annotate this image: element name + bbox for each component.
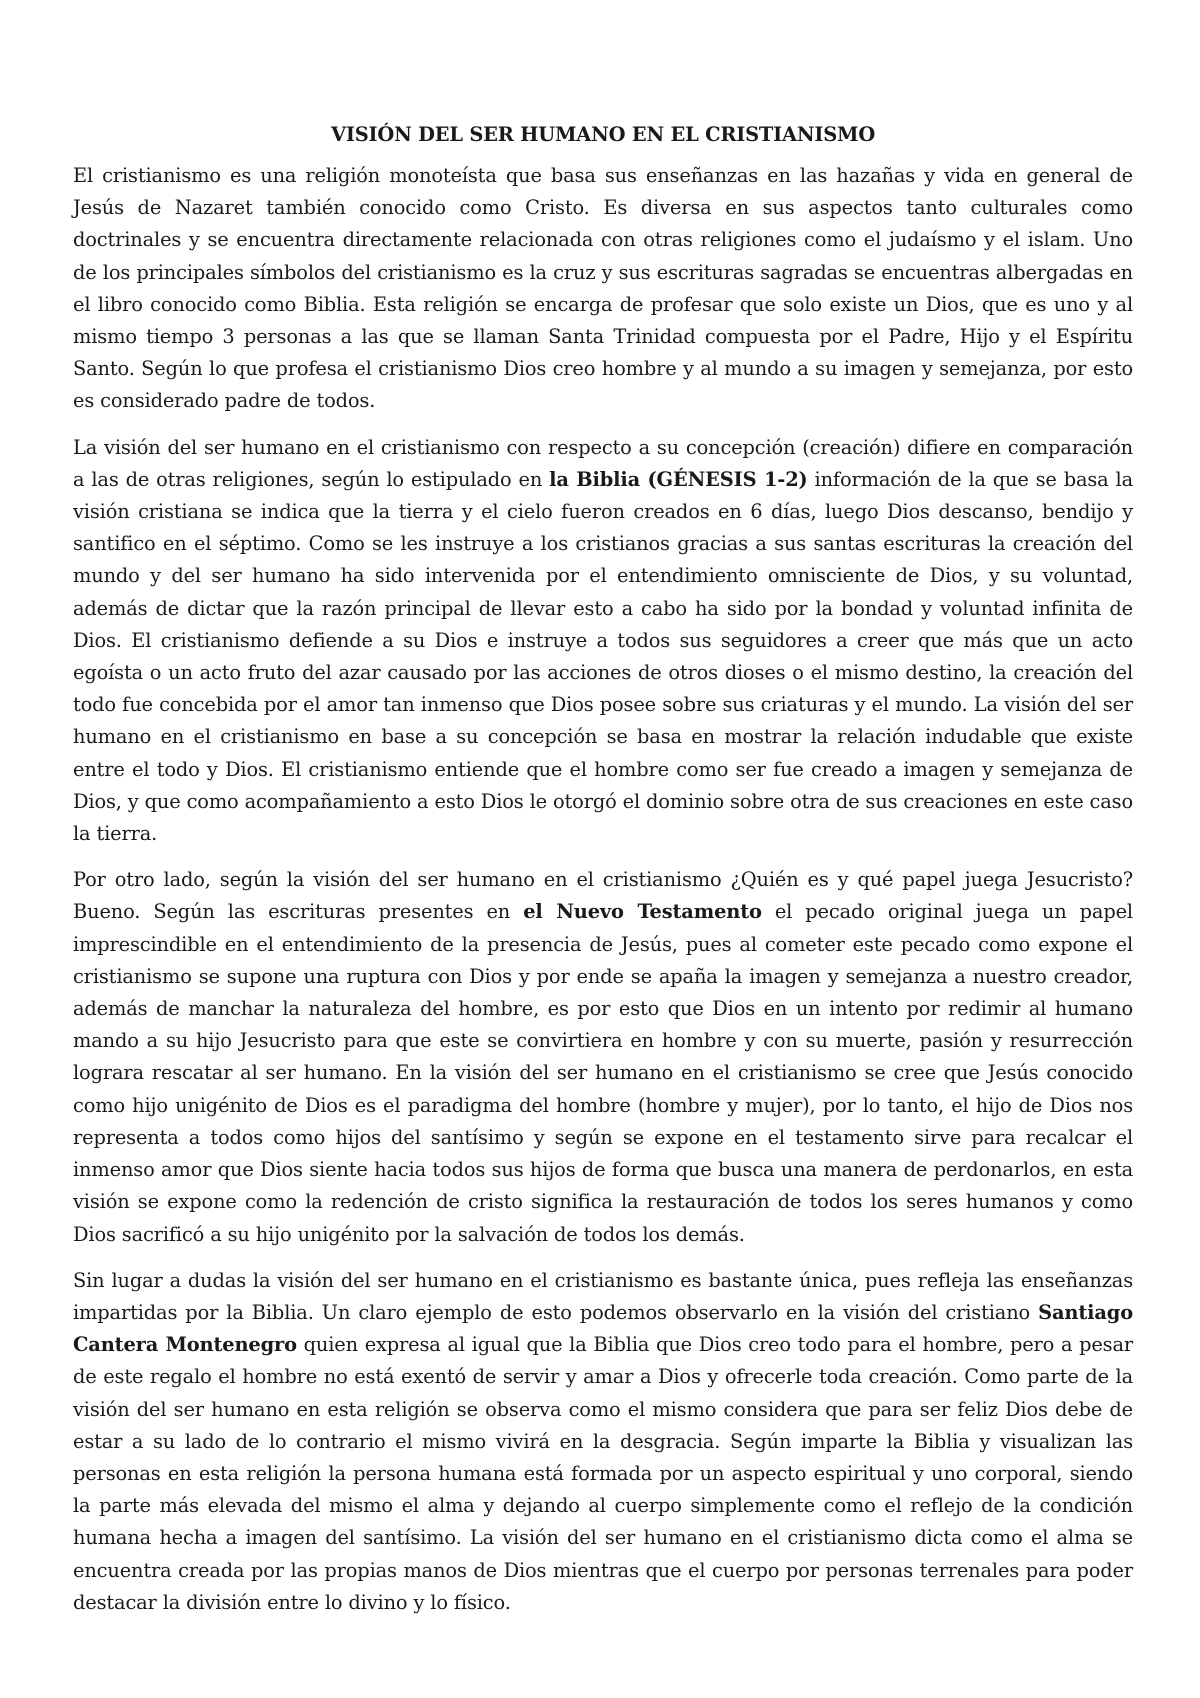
document-title: VISIÓN DEL SER HUMANO EN EL CRISTIANISMO [330, 123, 876, 146]
bold-reference-genesis: la Biblia (GÉNESIS 1-2) [549, 467, 808, 491]
bold-reference-new-testament: el Nuevo Testamento [523, 900, 762, 924]
paragraph-text: Sin lugar a dudas la visión del ser humano en el cristianismo es bastante única, pues refleja las enseñanzas impartidas por la Biblia. Un claro ejemplo de esto podemos observarlo en la visión del cristiano [73, 1268, 1133, 1324]
paragraph-creation [73, 432, 1133, 851]
document-body [73, 120, 1133, 1633]
paragraph-intro [73, 160, 1133, 418]
bold-author-name: Santiago Cantera Montenegro [73, 1300, 1133, 1357]
paragraph-jesus [73, 864, 1133, 1250]
paragraph-text: El cristianismo es una religión monoteísta que basa sus enseñanzas en las hazañas y vida en general de Jesús de Nazaret también conocido como Cristo. Es diversa en sus aspectos tanto culturales como doctrinales y se encuentra directamente relacionada con otras religiones como el judaísmo y el islam. Uno de los principales símbolos del cristianismo es la cruz y sus escrituras sagradas se encuentras albergadas en el libro conocido como Biblia. Esta religión se encarga de profesar que solo existe un Dios, que es uno y al mismo tiempo 3 personas a las que se llaman Santa Trinidad compuesta por el Padre, Hijo y el Espíritu Santo. Según lo que profesa el cristianismo Dios creo hombre y al mundo a su imagen y semejanza, por esto es considerado padre de todos. [73, 164, 1133, 413]
paragraph-conclusion [73, 1265, 1133, 1619]
paragraph-text: La visión del ser humano en el cristianismo con respecto a su concepción (creación) difiere en comparación a las de otras religiones, según lo estipulado en [73, 435, 1133, 491]
paragraph-text: Por otro lado, según la visión del ser humano en el cristianismo ¿Quién es y qué papel juega Jesucristo? Bueno. Según las escrituras presentes en [73, 868, 1133, 924]
paragraph-text: información de la que se basa la visión cristiana se indica que la tierra y el cielo fueron creados en 6 días, luego Dios descanso, bendijo y santifico en el séptimo. Como se les instruye a los cristianos gracias a sus santas escrituras la creación del mundo y del ser humano ha sido intervenida por el entendimiento omnisciente de Dios, y su voluntad, además de dictar que la razón principal de llevar esto a cabo ha sido por la bondad y voluntad infinita de Dios. El cristianismo defiende a su Dios e instruye a todos sus seguidores a creer que más que un acto egoísta o un acto fruto del azar causado por las acciones de otros dioses o el mismo destino, la creación del todo fue concebida por el amor tan inmenso que Dios posee sobre sus criaturas y el mundo. La visión del ser humano en el cristianismo en base a su concepción se basa en mostrar la relación indudable que existe entre el todo y Dios. El cristianismo entiende que el hombre como ser fue creado a imagen y semejanza de Dios, y que como acompañamiento a esto Dios le otorgó el dominio sobre otra de sus creaciones en este caso la tierra. [73, 467, 1133, 846]
paragraph-text: el pecado original juega un papel imprescindible en el entendimiento de la presencia de Jesús, pues al cometer este pecado como expone el cristianismo se supone una ruptura con Dios y por ende se apaña la imagen y semejanza a nuestro creador, además de manchar la naturaleza del hombre, es por esto que Dios en un intento por redimir al humano mando a su hijo Jesucristo para que este se convirtiera en hombre y con su muerte, pasión y resurrección lograra rescatar al ser humano. En la visión del ser humano en el cristianismo se cree que Jesús conocido como hijo unigénito de Dios es el paradigma del hombre (hombre y mujer), por lo tanto, el hijo de Dios nos representa a todos como hijos del santísimo y según se expone en el testamento sirve para recalcar el inmenso amor que Dios siente hacia todos sus hijos de forma que busca una manera de perdonarlos, en esta visión se expone como la redención de cristo significa la restauración de todos los seres humanos y como Dios sacrificó a su hijo unigénito por la salvación de todos los demás. [73, 900, 1133, 1246]
paragraph-text: quien expresa al igual que la Biblia que Dios creo todo para el hombre, pero a pesar de este regalo el hombre no está exentó de servir y amar a Dios y ofrecerle toda creación. Como parte de la visión del ser humano en esta religión se observa como el mismo considera que para ser feliz Dios debe de estar a su lado de lo contrario el mismo vivirá en la desgracia. Según imparte la Biblia y visualizan las personas en esta religión la persona humana está formada por un aspecto espiritual y uno corporal, siendo la parte más elevada del mismo el alma y dejando al cuerpo simplemente como el reflejo de la condición humana hecha a imagen del santísimo. La visión del ser humano en el cristianismo dicta como el alma se encuentra creada por las propias manos de Dios mientras que el cuerpo por personas terrenales para poder destacar la división entre lo divino y lo físico. [73, 1333, 1134, 1614]
